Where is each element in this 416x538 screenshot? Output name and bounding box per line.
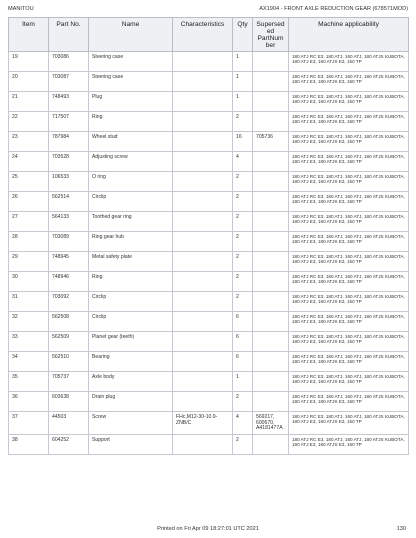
cell-machine-applicability: 180 ATJ RC E3, 180 ATJ, 160 ATJ, 180 ATJS KUBOTA, 180 ATJ E3, 180 ATJS E3, 150 TP [289, 252, 409, 272]
cell-item: 20 [9, 72, 49, 92]
cell-characteristics [173, 252, 233, 272]
cell-superseded [253, 152, 289, 172]
cell-name: O ring [89, 172, 173, 192]
table-row [9, 252, 409, 272]
cell-item: 35 [9, 372, 49, 392]
cell-name: Toothed gear ring [89, 212, 173, 232]
cell-characteristics [173, 434, 233, 454]
cell-characteristics [173, 352, 233, 372]
cell-part-no: 44503 [49, 412, 89, 435]
cell-item: 25 [9, 172, 49, 192]
cell-qty: 1 [233, 72, 253, 92]
cell-name: Steering case [89, 52, 173, 72]
column-header-characteristics: Characteristics [173, 18, 233, 52]
cell-machine-applicability: 180 ATJ RC E3, 180 ATJ, 160 ATJ, 180 ATJS KUBOTA, 180 ATJ E3, 180 ATJS E3, 150 TP [289, 372, 409, 392]
cell-characteristics [173, 372, 233, 392]
table-row [9, 412, 409, 435]
cell-part-no: 562509 [49, 332, 89, 352]
cell-characteristics [173, 312, 233, 332]
cell-name: Ring gear hub [89, 232, 173, 252]
cell-item: 33 [9, 332, 49, 352]
table-row [9, 212, 409, 232]
cell-item: 23 [9, 132, 49, 152]
table-body [9, 52, 409, 455]
cell-name: Ring [89, 112, 173, 132]
table-row [9, 272, 409, 292]
cell-qty: 6 [233, 332, 253, 352]
cell-machine-applicability: 180 ATJ RC E3, 180 ATJ, 160 ATJ, 180 ATJS KUBOTA, 180 ATJ E3, 180 ATJS E3, 150 TP [289, 412, 409, 435]
cell-name: Steering case [89, 72, 173, 92]
cell-part-no: 703086 [49, 52, 89, 72]
cell-name: Bearing [89, 352, 173, 372]
cell-part-no: 562508 [49, 312, 89, 332]
cell-machine-applicability: 180 ATJ RC E3, 180 ATJ, 160 ATJ, 180 ATJS KUBOTA, 180 ATJ E3, 180 ATJS E3, 150 TP [289, 352, 409, 372]
cell-qty: 6 [233, 312, 253, 332]
table-row [9, 292, 409, 312]
cell-machine-applicability: 180 ATJ RC E3, 180 ATJ, 160 ATJ, 180 ATJS KUBOTA, 180 ATJ E3, 180 ATJS E3, 150 TP [289, 72, 409, 92]
cell-part-no: 748946 [49, 272, 89, 292]
cell-name: Screw [89, 412, 173, 435]
table-row [9, 352, 409, 372]
cell-characteristics [173, 52, 233, 72]
cell-item: 21 [9, 92, 49, 112]
cell-machine-applicability: 180 ATJ RC E3, 180 ATJ, 160 ATJ, 180 ATJS KUBOTA, 180 ATJ E3, 180 ATJS E3, 150 TP [289, 212, 409, 232]
table-row [9, 152, 409, 172]
cell-superseded [253, 112, 289, 132]
cell-qty: 2 [233, 172, 253, 192]
page-number: 130 [396, 526, 406, 532]
cell-qty: 2 [233, 434, 253, 454]
cell-item: 36 [9, 392, 49, 412]
cell-name: Wheel stud [89, 132, 173, 152]
column-header-superseded: Supersed ed PartNum ber [253, 18, 289, 52]
cell-name: Adjusting screw [89, 152, 173, 172]
cell-qty: 2 [233, 212, 253, 232]
cell-characteristics [173, 72, 233, 92]
cell-item: 27 [9, 212, 49, 232]
cell-superseded [253, 172, 289, 192]
cell-item: 38 [9, 434, 49, 454]
table-row [9, 392, 409, 412]
table-row [9, 232, 409, 252]
cell-qty: 2 [233, 272, 253, 292]
cell-superseded [253, 232, 289, 252]
brand-name: MANITOU [8, 6, 34, 12]
cell-superseded [253, 372, 289, 392]
cell-characteristics [173, 332, 233, 352]
cell-superseded [253, 252, 289, 272]
cell-superseded [253, 292, 289, 312]
table-row [9, 192, 409, 212]
table-row [9, 434, 409, 454]
cell-name: Support [89, 434, 173, 454]
cell-part-no: 603638 [49, 392, 89, 412]
cell-item: 22 [9, 112, 49, 132]
table-row [9, 72, 409, 92]
cell-name: Ring [89, 272, 173, 292]
parts-table [8, 17, 409, 455]
cell-qty: 1 [233, 52, 253, 72]
cell-part-no: 748493 [49, 92, 89, 112]
cell-characteristics [173, 192, 233, 212]
cell-name: Drain plug [89, 392, 173, 412]
column-header-machine-applicability: Machine applicability [289, 18, 409, 52]
cell-machine-applicability: 180 ATJ RC E3, 180 ATJ, 160 ATJ, 180 ATJS KUBOTA, 180 ATJ E3, 180 ATJS E3, 150 TP [289, 192, 409, 212]
cell-machine-applicability: 180 ATJ RC E3, 180 ATJ, 160 ATJ, 180 ATJS KUBOTA, 180 ATJ E3, 180 ATJS E3, 150 TP [289, 332, 409, 352]
table-row [9, 132, 409, 152]
cell-machine-applicability: 180 ATJ RC E3, 180 ATJ, 160 ATJ, 180 ATJS KUBOTA, 180 ATJ E3, 180 ATJS E3, 150 TP [289, 92, 409, 112]
cell-superseded [253, 212, 289, 232]
cell-qty: 2 [233, 252, 253, 272]
cell-qty: 16 [233, 132, 253, 152]
column-header-name: Name [89, 18, 173, 52]
cell-machine-applicability: 180 ATJ RC E3, 180 ATJ, 160 ATJ, 180 ATJS KUBOTA, 180 ATJ E3, 180 ATJS E3, 150 TP [289, 292, 409, 312]
cell-superseded [253, 332, 289, 352]
cell-part-no: 562510 [49, 352, 89, 372]
table-row [9, 92, 409, 112]
table-row [9, 312, 409, 332]
cell-superseded [253, 312, 289, 332]
cell-item: 29 [9, 252, 49, 272]
cell-part-no: 562514 [49, 192, 89, 212]
cell-qty: 1 [233, 372, 253, 392]
cell-machine-applicability: 180 ATJ RC E3, 180 ATJ, 160 ATJ, 180 ATJS KUBOTA, 180 ATJ E3, 180 ATJS E3, 150 TP [289, 152, 409, 172]
cell-superseded [253, 52, 289, 72]
cell-part-no: 703087 [49, 72, 89, 92]
table-row [9, 372, 409, 392]
cell-characteristics [173, 392, 233, 412]
cell-qty: 2 [233, 232, 253, 252]
cell-item: 28 [9, 232, 49, 252]
page-header [8, 6, 408, 16]
cell-characteristics [173, 212, 233, 232]
cell-qty: 1 [233, 92, 253, 112]
cell-item: 31 [9, 292, 49, 312]
cell-part-no: 787984 [49, 132, 89, 152]
table-row [9, 112, 409, 132]
table-row [9, 332, 409, 352]
cell-part-no: 564133 [49, 212, 89, 232]
cell-name: Circlip [89, 292, 173, 312]
cell-item: 32 [9, 312, 49, 332]
cell-part-no: 106533 [49, 172, 89, 192]
cell-superseded [253, 192, 289, 212]
cell-characteristics [173, 132, 233, 152]
column-header-qty: Qty [233, 18, 253, 52]
cell-machine-applicability: 180 ATJ RC E3, 180 ATJ, 160 ATJ, 180 ATJS KUBOTA, 180 ATJ E3, 180 ATJS E3, 150 TP [289, 172, 409, 192]
table-header-row [9, 18, 409, 52]
cell-characteristics [173, 292, 233, 312]
cell-superseded [253, 72, 289, 92]
cell-characteristics [173, 112, 233, 132]
table-row [9, 52, 409, 72]
cell-part-no: 703092 [49, 292, 89, 312]
cell-part-no: 703089 [49, 232, 89, 252]
cell-qty: 2 [233, 192, 253, 212]
cell-name: Circlip [89, 192, 173, 212]
cell-name: Circlip [89, 312, 173, 332]
cell-item: 37 [9, 412, 49, 435]
cell-qty: 2 [233, 392, 253, 412]
cell-characteristics [173, 172, 233, 192]
cell-superseded [253, 434, 289, 454]
cell-superseded [253, 352, 289, 372]
cell-machine-applicability: 180 ATJ RC E3, 180 ATJ, 160 ATJ, 180 ATJS KUBOTA, 180 ATJ E3, 180 ATJS E3, 150 TP [289, 112, 409, 132]
cell-qty: 6 [233, 352, 253, 372]
cell-machine-applicability: 180 ATJ RC E3, 180 ATJ, 160 ATJ, 180 ATJS KUBOTA, 180 ATJ E3, 180 ATJS E3, 150 TP [289, 52, 409, 72]
cell-item: 24 [9, 152, 49, 172]
printed-date: Printed on Fri Apr 09 18:27:01 UTC 2021 [157, 526, 259, 532]
cell-name: Axle body [89, 372, 173, 392]
cell-item: 34 [9, 352, 49, 372]
cell-part-no: 748945 [49, 252, 89, 272]
cell-name: Metal safety plate [89, 252, 173, 272]
cell-name: Plug [89, 92, 173, 112]
cell-qty: 4 [233, 152, 253, 172]
column-header-part-no: Part No. [49, 18, 89, 52]
cell-superseded: 569217, 600670, A4181477A [253, 412, 289, 435]
cell-superseded [253, 92, 289, 112]
cell-part-no: 703528 [49, 152, 89, 172]
cell-qty: 2 [233, 112, 253, 132]
cell-item: 26 [9, 192, 49, 212]
cell-superseded: 705736 [253, 132, 289, 152]
cell-characteristics [173, 152, 233, 172]
cell-item: 19 [9, 52, 49, 72]
cell-superseded [253, 272, 289, 292]
cell-item: 30 [9, 272, 49, 292]
cell-machine-applicability: 180 ATJ RC E3, 180 ATJ, 160 ATJ, 180 ATJS KUBOTA, 180 ATJ E3, 180 ATJS E3, 150 TP [289, 132, 409, 152]
cell-characteristics [173, 272, 233, 292]
table-row [9, 172, 409, 192]
document-title: AX1904 - FRONT AXLE REDUCTION GEAR (678571MOD) [259, 6, 408, 12]
cell-characteristics [173, 92, 233, 112]
cell-part-no: 717507 [49, 112, 89, 132]
cell-qty: 2 [233, 292, 253, 312]
cell-machine-applicability: 180 ATJ RC E3, 180 ATJ, 160 ATJ, 180 ATJS KUBOTA, 180 ATJ E3, 180 ATJS E3, 150 TP [289, 272, 409, 292]
cell-name: Planet gear (teeth) [89, 332, 173, 352]
cell-qty: 4 [233, 412, 253, 435]
cell-part-no: 705737 [49, 372, 89, 392]
cell-characteristics: FHc,M12-30-10.9-ZNB/C [173, 412, 233, 435]
column-header-item: Item [9, 18, 49, 52]
cell-machine-applicability: 180 ATJ RC E3, 180 ATJ, 160 ATJ, 180 ATJS KUBOTA, 180 ATJ E3, 180 ATJS E3, 150 TP [289, 392, 409, 412]
cell-machine-applicability: 180 ATJ RC E3, 180 ATJ, 160 ATJ, 180 ATJS KUBOTA, 180 ATJ E3, 180 ATJS E3, 150 TP [289, 434, 409, 454]
cell-machine-applicability: 180 ATJ RC E3, 180 ATJ, 160 ATJ, 180 ATJS KUBOTA, 180 ATJ E3, 180 ATJS E3, 150 TP [289, 232, 409, 252]
cell-characteristics [173, 232, 233, 252]
cell-superseded [253, 392, 289, 412]
cell-machine-applicability: 180 ATJ RC E3, 180 ATJ, 160 ATJ, 180 ATJS KUBOTA, 180 ATJ E3, 180 ATJS E3, 150 TP [289, 312, 409, 332]
cell-part-no: 604252 [49, 434, 89, 454]
